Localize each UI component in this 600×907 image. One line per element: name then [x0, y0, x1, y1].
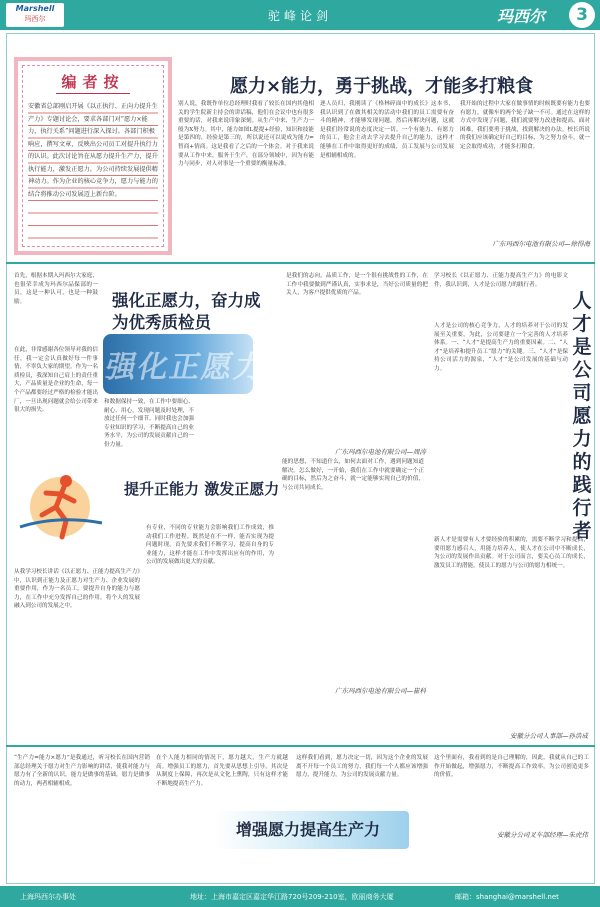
article2-intro: 首先，根据本期入玛西尔大家庭，也很荣幸成为玛西尔品保部的一员，这是一种认可，也是一种鼓励。: [14, 273, 98, 305]
runner-illustration: [18, 467, 103, 542]
article3-col1: 从我学习校长讲话《以正愿力、正能力提高生产力》中，认识到正能力及正愿力对生产力、企业发展的重要作用，作为一名员工，要提升自身的能力与愿力，在工作中充分发挥自己的作用，将个人的发展融入到公司的发展之中。: [14, 569, 140, 610]
article1-title: 愿力×能力，勇于挑战，才能多打粮食: [230, 76, 534, 97]
section-name: 驼峰论剑: [267, 9, 332, 23]
title-underline: [56, 93, 130, 94]
article2-signature: 广东玛西尔电池有限公司—周涛: [335, 448, 426, 456]
footer-address: 地址：上海市嘉定区嘉定华江路720号209-210室，欧丽商务大厦: [190, 893, 394, 901]
article4-col1: 人才是公司的核心竞争力，人才的培养对于公司的发展至关重要，为此，公司要建立一个完善的人才培养体系。一、“人才”是提高生产力的重要因素。二、“人才”是培养和提升员工“愿力”的关键。三、“人才”是保持公司活力的源泉，“人才”是公司发展的基础与动力。: [434, 323, 568, 372]
article1-col3: 我开始的过程中大家在做事情的时候既要有能力也要有愿力，就像车的两个轮子缺一不可。通过在这样的方式中发现了问题，我们就要努力改进和提高。面对困难，我们要勇于挑战，找到解决的办法。校长所说的我们应该确定好自己的目标，为之努力奋斗，就一定会取得成功，才能多打粮食。: [460, 101, 590, 150]
article2-title: 强化正愿力，奋力成为优秀质检员: [112, 291, 261, 332]
divider-rule: [6, 745, 595, 747]
article4-intro: 学习校长《以正愿力、正能力提高生产力》的电影文件，我认识到，人才是公司愿力的践行者。: [434, 273, 568, 288]
banner-text: 强化正愿力: [102, 350, 270, 385]
article1-col2: 逐人员归，我刚读了《格林碎面中的成长》这本书，我认识到了在做其相关的活动中我们的员工需要有奋斗的精神，才能够发现问题，然后再解决问题，这就是我们经常说的态度决定一切。一个有能力、有愿力的员工，他会主动去学习去提升自己的能力，这样才能够在工作中取得更好的成绩，员工发展与公司发展是相辅相成的。: [320, 101, 454, 159]
footer-email: 邮箱：shanghai@marshell.net: [455, 893, 559, 901]
article5-col1: “生产力=能力×愿力”是我通过，听习校长在国内营销部总经理关于愿力对生产力影响的讲话，使我对能力与愿力有了全新的认识，能力是做事的基础，愿力是做事的动力，两者相辅相成。: [14, 755, 150, 787]
editor-note-title: 编者按: [18, 71, 168, 92]
article1-signature: 广东玛西尔电池有限公司—徐得海: [492, 240, 590, 248]
article2-banner: [102, 334, 270, 394]
editor-note-body: 安徽省总部刚启开展《以正执行、正向力提升生产力》专题讨论会，要求各部门对“愿力×能力，执行关系”问题进行深入探讨。各部门积极响应，撰写文章，反映出公司员工对提升执行力的认识。此次讨论旨在从愿力提升生产力，提升执行能力，激发正愿力，为公司持续发展提供精神动力。作为企业的核心竞争力，愿力与能力的结合将推动公司发展迈上新台阶。: [28, 101, 158, 247]
footer-office: 上海玛西尔办事处: [20, 893, 76, 901]
logo-en: Marshell: [15, 4, 55, 13]
article1-col1: 别人说，我既作单位总经理时我看了较长在国内其他相关的学生院新主持会的讲话稿，他们在会议中也有很多重要的话，对我来说印象深刻。从生产中来，生产力一般为X努力。其中，能力如图L提提+经验，知识和技能是第四的，经验是第三的，所以说还可以说成为能力=智商+情商。这是我看了之后的一个体会。对于我来说要从工作中来，服务于生产，在部分领域中，因为有能力与同步，对人对事是一个重要的衡量标准。: [178, 101, 314, 168]
article3-title: 提升正能力 激发正愿力: [124, 480, 280, 498]
article4-signature: 安徽分公司人事部—孙浩成: [510, 732, 588, 740]
logo-cn: 玛西尔: [24, 15, 46, 23]
article2-col1: 在此，非常感谢各位领导对我的信任，我一定会认真做好每一件事情，不辜负大家的期望。作为一名质检员，我深知自己肩上的责任重大，产品质量是企业的生命，每一个产品都要经过严格的检验才能出厂，一旦出现问题就会给公司带来很大的损失。: [14, 347, 98, 414]
footer-bar: [0, 886, 600, 907]
article5-col4: 这个里面有，我看到的是自己理解的，因此，我就从自己的工作开始做起，增强愿力，不断提高工作效率，为公司创造更多的价值。: [434, 755, 589, 779]
paper-name: 玛西尔: [497, 7, 546, 26]
divider-rule: [6, 262, 595, 264]
page-number: 3: [569, 2, 595, 28]
article4-title: 人才是公司愿力的践行者: [572, 290, 592, 542]
article3-signature: 广东玛西尔电池有限公司—崔科: [335, 687, 426, 695]
article5-col3: 这样我们看到，愿力决定一切，因为这个企业的发展离不开每一个员工的努力，我们每一个人都应该增强愿力，提升能力，为公司的发展贡献力量。: [296, 755, 428, 779]
article2-col2: 和数据保持一致，在工作中要细心、耐心、用心，发现问题及时处理，不放过任何一个细节。同时我也会加强专业知识的学习，不断提高自己的业务水平，为公司的发展贡献自己的一份力量。: [104, 399, 194, 448]
article2-col3: 是我们的志向。品质工作，是一个很有挑战性的工作，在工作中我要做到严谨认真，实事求是，当好公司质量的把关人，为客户提供优质的产品。: [286, 273, 428, 297]
article5-title: 增强愿力提高生产力: [236, 820, 381, 839]
article4-col2: 新人才是需要有人才要经验的积累的，需要不断学习和提高，要用愿力感召人，用能力培养人，使人才在公司中不断成长，为公司的发展作出贡献。对于公司而言，要关心员工的成长，激发员工的潜能，使员工的愿力与公司的愿力相统一。: [434, 537, 589, 569]
article3-col3: 能的思想，不知道什么，如何去面对工作，遇到问题知道解决。怎么做好，一开始，我们在工作中就要确定一个正确的目标，然后为之奋斗，就一定能够实现自己的价值，与公司共同成长。: [282, 459, 424, 491]
article3-col2: 有专业，不同的专业能力会影响我们工作成效，推动我们工作进程。既然是在不一样，能否实现为提问题时现。首先要求我们不断学习，提高自身的专业能力，这样才能在工作中发挥出应有的作用，为公司的发展做出更大的贡献。: [146, 525, 274, 566]
article5-signature: 安徽分公司叉车部经理—朱虎伟: [497, 831, 588, 839]
article5-col2: 在个人能力相同的情况下，愿力越大，生产力就越高。增强员工的愿力，首先要从思想上引导，其次是从制度上保障，再次是从文化上熏陶，只有这样才能不断地提高生产力。: [156, 755, 288, 787]
header-bar: [0, 0, 600, 30]
editor-note-box: [14, 57, 172, 255]
